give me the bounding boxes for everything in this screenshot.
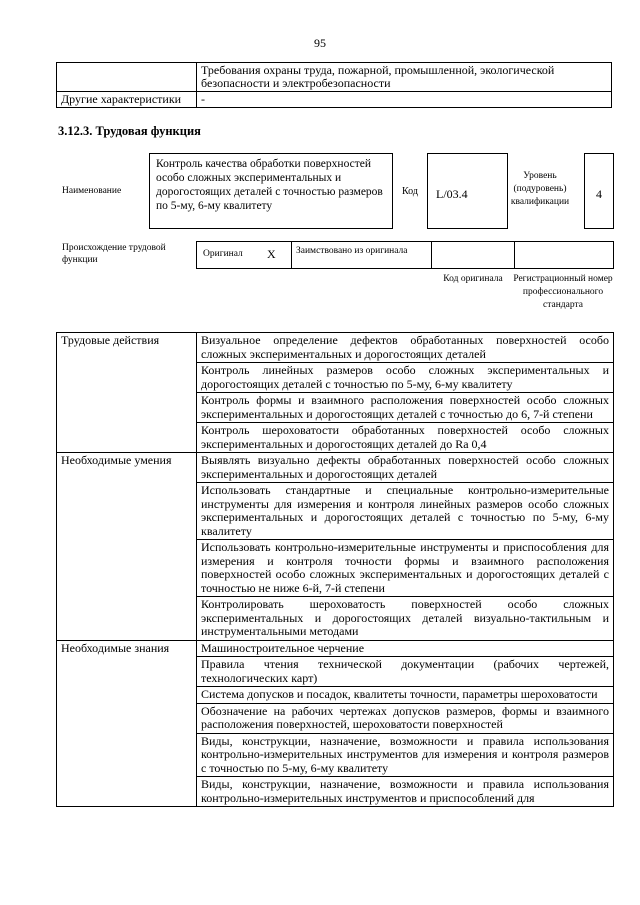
name-label: Наименование: [62, 186, 122, 196]
section-title: 3.12.3. Трудовая функция: [58, 124, 201, 138]
table-row: [57, 333, 614, 363]
list-item: Контроль шероховатости обработанных поверхностей особо сложных экспериментальных и дорогостоящих деталей до Ra 0,4: [197, 423, 614, 453]
list-item: Использовать стандартные и специальные контрольно-измерительные инструменты для измерения и контроля линейных размеров особо сложных экспериментальных и дорогостоящих деталей с точностью по 5-му, 6-му квалитету: [197, 483, 614, 540]
table-row: [57, 640, 614, 657]
origin-label: Происхождение трудовой функции: [62, 243, 166, 265]
table-row: [57, 92, 612, 108]
list-item: Виды, конструкции, назначение, возможности и правила использования контрольно-измерительных инструментов и приспособлений для: [197, 777, 614, 807]
list-item: Контроль линейных размеров особо сложных экспериментальных и дорогостоящих деталей с точностью по 5-му, 6-му квалитету: [197, 363, 614, 393]
empty-cell: [57, 63, 197, 92]
function-name-box: Контроль качества обработки поверхностей особо сложных экспериментальных и дорогостоящих деталей с точностью размеров по 5-му, 6-му квалитету: [149, 153, 393, 229]
list-item: Визуальное определение дефектов обработанных поверхностей особо сложных экспериментальных и дорогостоящих деталей: [197, 333, 614, 363]
original-cell: [196, 241, 292, 269]
registration-number-caption: Регистрационный номер профессионального стандарта: [513, 274, 613, 310]
other-characteristics-label: Другие характеристики: [57, 92, 197, 108]
origin-code-caption: Код оригинала: [443, 274, 503, 284]
list-item: Выявлять визуально дефекты обработанных поверхностей особо сложных экспериментальных и дорогостоящих деталей: [197, 453, 614, 483]
list-item: Машиностроительное черчение: [197, 640, 614, 657]
code-box: L/03.4: [427, 153, 508, 229]
qualification-level-box: 4: [584, 153, 614, 229]
list-item: Правила чтения технической документации (рабочих чертежей, технологических карт): [197, 657, 614, 687]
origin-reg-cell: [514, 241, 614, 269]
list-item: Контролировать шероховатость поверхностей особо сложных экспериментальных и дорогостоящих деталей визуально-тактильным и инструментальными методами: [197, 597, 614, 641]
qualification-level-label: Уровень (подуровень) квалификации: [510, 171, 570, 207]
skills-label: Необходимые умения: [57, 453, 197, 641]
function-table: [56, 332, 614, 807]
top-table: [56, 62, 612, 108]
original-mark: X: [267, 247, 276, 261]
table-row: [57, 453, 614, 483]
code-label: Код: [402, 186, 418, 197]
list-item: Система допусков и посадок, квалитеты точности, параметры шероховатости: [197, 687, 614, 704]
original-label: Оригинал: [203, 249, 243, 259]
list-item: Обозначение на рабочих чертежах допусков размеров, формы и взаимного расположения поверхностей, шероховатости поверхностей: [197, 703, 614, 733]
list-item: Контроль формы и взаимного расположения поверхностей особо сложных экспериментальных и дорогостоящих деталей с точностью до 6, 7-й степени: [197, 393, 614, 423]
page-number: 95: [314, 36, 326, 50]
list-item: Использовать контрольно-измерительные инструменты и приспособления для измерения и контроля точности формы и взаимного расположения поверхностей особо сложных экспериментальных и дорогостоящих деталей с точностью не ниже 6-й, 7-й степени: [197, 540, 614, 597]
requirements-cell: Требования охраны труда, пожарной, промышленной, экологической безопасности и электробезопасности: [197, 63, 612, 92]
table-row: [57, 63, 612, 92]
borrowed-cell: Заимствовано из оригинала: [291, 241, 432, 269]
knowledge-label: Необходимые знания: [57, 640, 197, 807]
other-characteristics-value: -: [197, 92, 612, 108]
labor-actions-label: Трудовые действия: [57, 333, 197, 453]
list-item: Виды, конструкции, назначение, возможности и правила использования контрольно-измерительных инструментов для измерения и контроля размеров с точностью по 5-му, 6-му квалитету: [197, 733, 614, 777]
origin-code-cell: [431, 241, 515, 269]
